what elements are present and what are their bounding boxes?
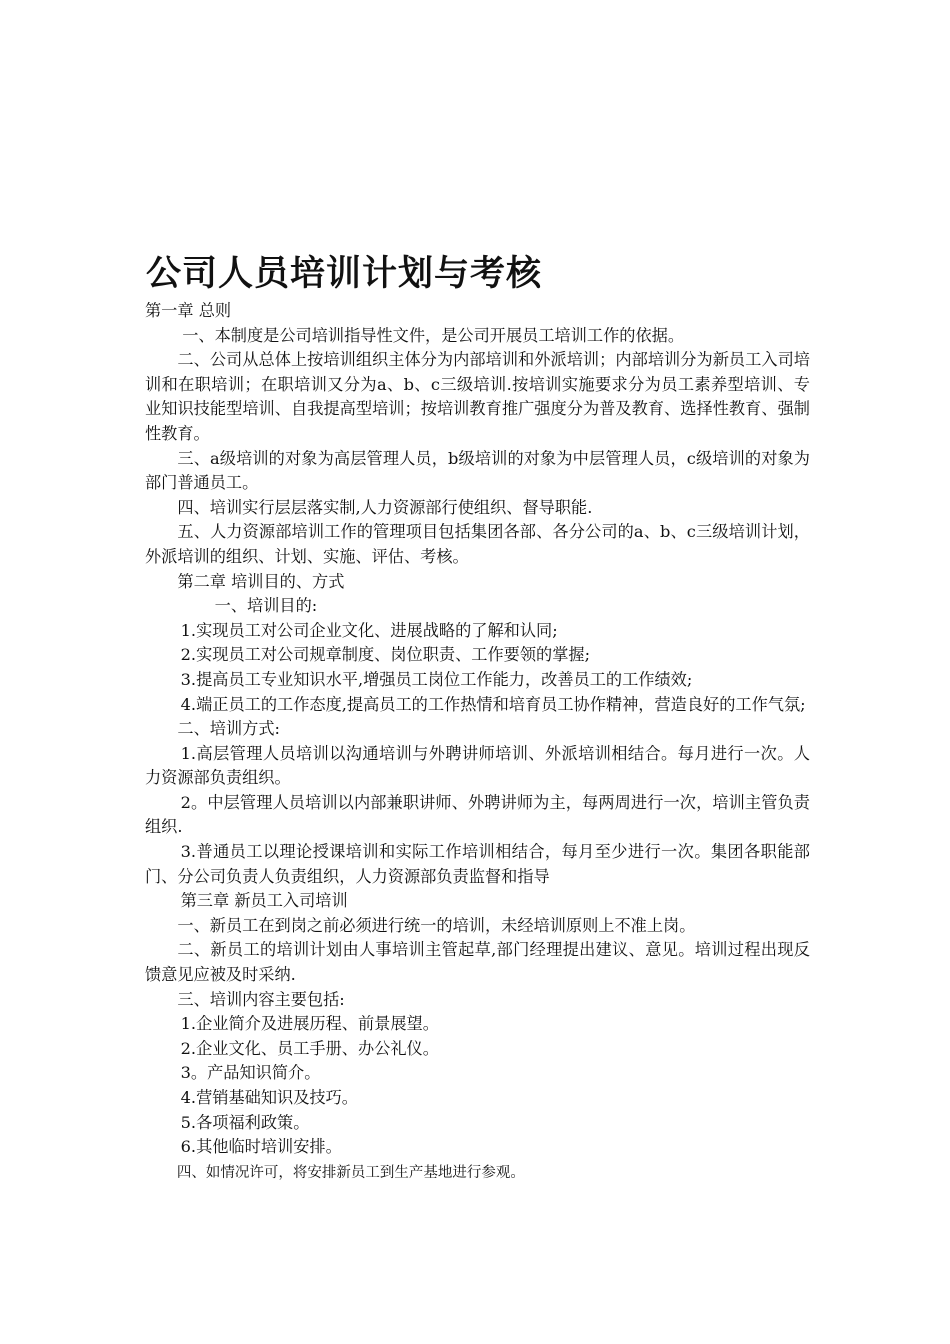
chapter2-goals-heading: 一、培训目的: [214, 596, 318, 616]
chapter3-item-4: 4.营销基础知识及技巧。 [180, 1088, 358, 1107]
document-body [145, 299, 810, 1186]
chapter3-item-1: 1.企业简介及进展历程、前景展望。 [180, 1014, 439, 1034]
chapter2-heading: 第二章 培训目的、方式 [177, 571, 345, 591]
chapter3-paragraph-4: 四、如情况许可，将安排新员工到生产基地进行参观。 [176, 1164, 525, 1181]
chapter2-goal-1: 1.实现员工对公司企业文化、进展战略的了解和认同; [180, 620, 558, 640]
chapter3-item-6: 6.其他临时培训安排。 [180, 1137, 342, 1157]
chapter2-goal-4: 4.端正员工的工作态度,提高员工的工作热情和培育员工协作精神，营造良好的工作气氛; [180, 694, 806, 714]
chapter1-heading: 第一章 总则 [145, 301, 232, 320]
chapter1-paragraph-3: 三、a级培训的对象为高层管理人员，b级培训的对象为中层管理人员，c级培训的对象为部门普通员工。 [145, 448, 810, 493]
chapter2-goal-3: 3.提高员工专业知识水平,增强员工岗位工作能力，改善员工的工作绩效; [180, 669, 693, 689]
document-title: 公司人员培训计划与考核 [146, 254, 543, 294]
chapter3-item-5: 5.各项福利政策。 [180, 1112, 310, 1132]
chapter3-item-3: 3。产品知识简介。 [180, 1063, 321, 1083]
chapter3-paragraph-1: 一、新员工在到岗之前必须进行统一的培训，未经培训原则上不准上岗。 [177, 915, 696, 935]
chapter2-method-2: 2。中层管理人员培训以内部兼职讲师、外聘讲师为主，每两周进行一次，培训主管负责组织. [145, 792, 810, 837]
chapter2-method-1: 1.高层管理人员培训以沟通培训与外聘讲师培训、外派培训相结合。每月进行一次。人力资源部负责组织。 [145, 743, 810, 788]
chapter3-content-heading: 三、培训内容主要包括: [177, 989, 345, 1009]
chapter2-goal-2: 2.实现员工对公司规章制度、岗位职责、工作要领的掌握; [180, 645, 591, 665]
chapter1-paragraph-1: 一、本制度是公司培训指导性文件，是公司开展员工培训工作的依据。 [182, 325, 685, 345]
chapter3-item-2: 2.企业文化、员工手册、办公礼仪。 [180, 1038, 439, 1058]
chapter2-method-3: 3.普通员工以理论授课培训和实际工作培训相结合，每月至少进行一次。集团各职能部门、分公司负责人负责组织，人力资源部负责监督和指导 [145, 842, 810, 886]
chapter1-paragraph-5: 五、人力资源部培训工作的管理项目包括集团各部、各分公司的a、b、c三级培训计划，外派培训的组织、计划、实施、评估、考核。 [145, 522, 810, 566]
chapter2-methods-heading: 二、培训方式: [177, 719, 280, 739]
chapter3-paragraph-2: 二、新员工的培训计划由人事培训主管起草,部门经理提出建议、意见。培训过程出现反馈意见应被及时采纳. [145, 940, 810, 985]
chapter3-heading: 第三章 新员工入司培训 [180, 891, 348, 911]
chapter1-paragraph-2: 二、公司从总体上按培训组织主体分为内部培训和外派培训；内部培训分为新员工入司培训和在职培训；在职培训又分为a、b、c三级培训.按培训实施要求分为员工素养型培训、专业知识技能型培训、自我提高型培训；按培训教育推广强度分为普及教育、选择性教育、强制性教育。 [145, 350, 810, 443]
chapter1-paragraph-4: 四、培训实行层层落实制,人力资源部行使组织、督导职能. [177, 497, 593, 517]
